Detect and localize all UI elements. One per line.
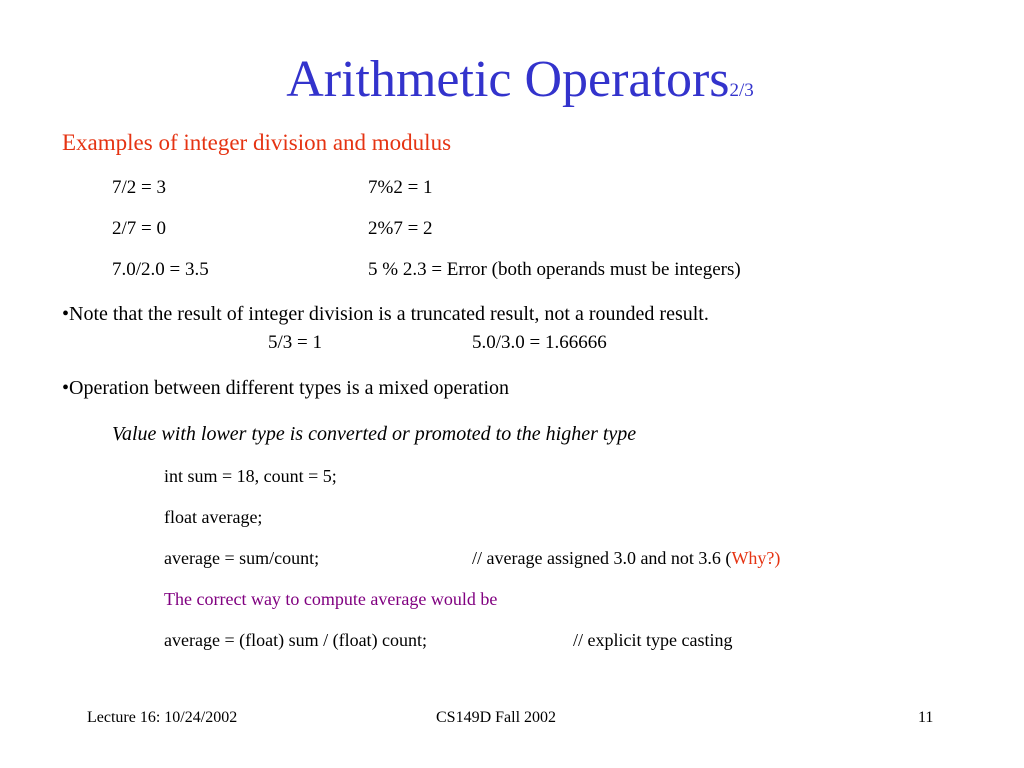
code-line-declare-ints: int sum = 18, count = 5;	[164, 466, 337, 486]
note-truncation: •Note that the result of integer division is a truncated result, not a rounded result.	[62, 303, 709, 325]
example-modulus-2: 2%7 = 2	[368, 218, 433, 239]
example-division-1: 7/2 = 3	[112, 177, 166, 198]
section-heading: Examples of integer division and modulus	[62, 130, 452, 155]
example-division-3: 7.0/2.0 = 3.5	[112, 259, 209, 280]
promotion-rule: Value with lower type is converted or promoted to the higher type	[112, 423, 637, 445]
code-comment-cast: // explicit type casting	[573, 630, 733, 650]
example-division-2: 2/7 = 0	[112, 218, 166, 239]
truncation-example-int: 5/3 = 1	[268, 332, 322, 353]
title-fraction: 2/3	[729, 80, 754, 101]
code-line-declare-float: float average;	[164, 507, 263, 527]
footer-page-number: 11	[918, 709, 934, 726]
note-mixed-operation: •Operation between different types is a mixed operation	[62, 377, 510, 399]
truncation-example-float: 5.0/3.0 = 1.66666	[472, 332, 607, 353]
comment-text: // average assigned 3.0 and not 3.6 (	[472, 548, 732, 568]
code-line-average: average = sum/count;	[164, 548, 320, 568]
example-modulus-3: 5 % 2.3 = Error (both operands must be integers)	[368, 259, 741, 280]
correct-way-note: The correct way to compute average would be	[164, 589, 498, 609]
title-text: Arithmetic Operators	[286, 51, 730, 108]
code-comment-average	[472, 547, 780, 569]
footer-course: CS149D Fall 2002	[436, 709, 557, 726]
code-line-cast: average = (float) sum / (float) count;	[164, 630, 428, 650]
footer-lecture: Lecture 16: 10/24/2002	[87, 709, 238, 726]
example-modulus-1: 7%2 = 1	[368, 177, 433, 198]
slide-title	[0, 50, 1024, 121]
why-question: Why?)	[731, 548, 781, 568]
